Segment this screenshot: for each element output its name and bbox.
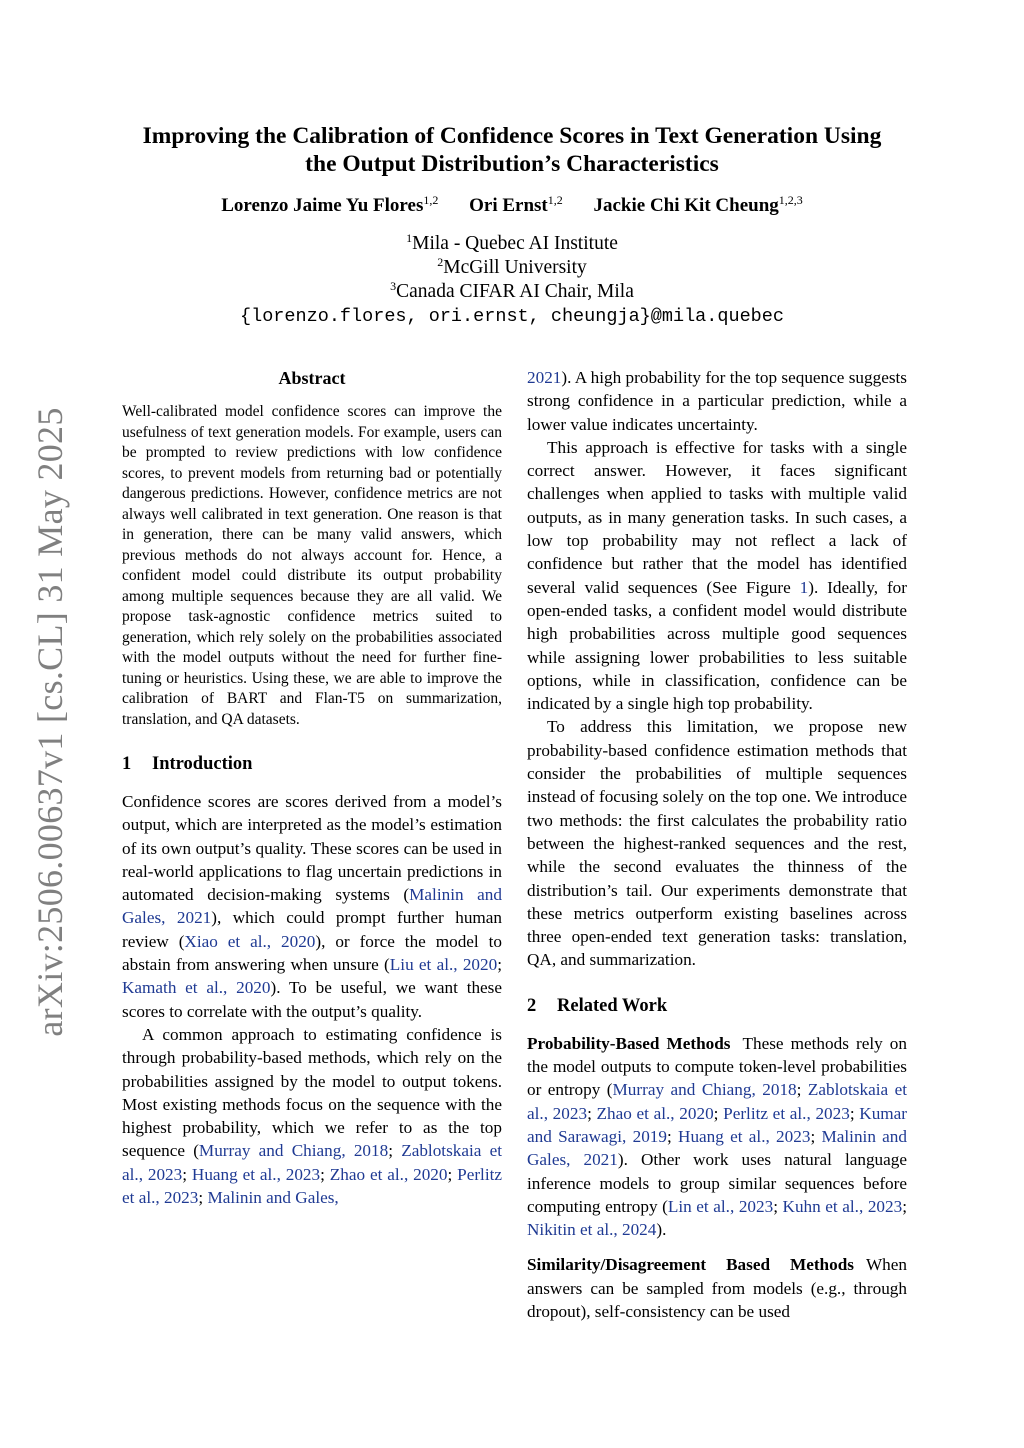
body-text: ), or force the model to abstain from answering when unsure ( xyxy=(122,931,502,975)
title-line-1: Improving the Calibration of Confidence Scores in Text Generation Using xyxy=(142,123,882,149)
intro-paragraph-1 xyxy=(122,790,502,1023)
related-paragraph-similarity xyxy=(527,1253,907,1323)
affiliation-marker: 3 xyxy=(390,279,397,293)
body-text: These methods rely on the model outputs to compute token-level probabilities or entropy ( xyxy=(527,1033,907,1100)
affiliation-2 xyxy=(112,256,912,280)
author-name: Lorenzo Jaime Yu Flores xyxy=(221,195,424,216)
citation-link[interactable]: Malinin and Gales, 2021 xyxy=(527,1126,907,1170)
body-text: This approach is effective for tasks with a single correct answer. However, it faces significant challenges when applied to tasks with multiple valid outputs, as in many generation tasks. In such cases, a low top probability may not reflect a lack of confidence but rather that the model has identified several valid sequences (See Figure xyxy=(527,437,907,597)
abstract-text: Well-calibrated model confidence scores can improve the usefulness of text generation models. For example, users can be prompted to review predictions with low confidence scores, to prevent models from returning bad or potentially dangerous predictions. However, confidence metrics are not always well calibrated in text generation. One reason is that in generation, there can be many valid answers, which previous methods do not always account for. Hence, a confident model could distribute its output probability among multiple sequences because they are all valid. We propose task-agnostic confidence metrics suited to generation, which rely solely on the probabilities associated with the model outputs without the need for further fine-tuning or heuristics. Using these, we are able to improve the calibration of BART and Flan-T5 on summarization, translation, and QA datasets. xyxy=(122,403,502,728)
right-column xyxy=(527,366,907,1323)
citation-separator: ; xyxy=(320,1164,330,1184)
author-name: Jackie Chi Kit Cheung xyxy=(593,195,779,216)
author-1 xyxy=(221,194,438,218)
paragraph-gap xyxy=(527,1241,907,1253)
left-column xyxy=(122,366,502,1209)
affiliation-list xyxy=(112,232,912,330)
affiliation-3 xyxy=(112,280,912,304)
citation-link[interactable]: Kuhn et al., 2023 xyxy=(782,1196,903,1216)
section-title: Related Work xyxy=(557,995,668,1016)
citation-link[interactable]: 2021 xyxy=(527,368,562,387)
body-text: ). Ideally, for open-ended tasks, a confident model would distribute high probabilities across multiple good sequences while assigning lower probabilities to less suitable options, while in classification, confidence can be indicated by a single high top probability. xyxy=(527,577,907,714)
author-3 xyxy=(594,194,803,218)
title-line-2: the Output Distribution’s Characteristics xyxy=(305,151,719,177)
citation-separator: ; xyxy=(198,1188,208,1208)
citation-link[interactable]: Lin et al., 2023 xyxy=(667,1196,774,1216)
citation-link[interactable]: Malinin and Gales, xyxy=(207,1188,339,1208)
citation-link[interactable]: Huang et al., 2023 xyxy=(191,1164,321,1184)
body-text: ). Other work uses natural language inference models to group similar sequences before computing entropy ( xyxy=(527,1150,907,1216)
citation-link[interactable]: Liu et al., 2020 xyxy=(389,955,498,975)
paragraph-heading: Similarity/Disagreement Based Methods xyxy=(527,1255,854,1275)
citation-separator: ; xyxy=(388,1141,402,1161)
citation-link[interactable]: Zhao et al., 2020 xyxy=(329,1164,448,1184)
citation-link[interactable]: Zablotskaia et al., 2023 xyxy=(122,1141,502,1184)
citation-separator: ; xyxy=(182,1164,192,1184)
body-text: ). To be useful, we want these scores to correlate with the output’s quality. xyxy=(122,978,503,1021)
author-affiliation-marker: 1,2 xyxy=(423,193,439,207)
figure-reference-link[interactable]: 1 xyxy=(799,577,809,597)
intro-paragraph-2 xyxy=(122,1023,502,1209)
citation-link[interactable]: Huang et al., 2023 xyxy=(678,1126,811,1146)
citation-link[interactable]: Kamath et al., 2020 xyxy=(122,978,271,998)
citation-separator: ; xyxy=(713,1103,724,1123)
citation-link[interactable]: Perlitz et al., 2023 xyxy=(122,1164,503,1208)
abstract-heading: Abstract xyxy=(278,368,346,388)
arxiv-identifier-stamp[interactable]: arXiv:2506.00637v1 [cs.CL] 31 May 2025 xyxy=(30,407,70,1037)
affiliation-name: Mila - Quebec AI Institute xyxy=(412,233,618,254)
section-heading-related-work xyxy=(527,994,907,1018)
citation-link[interactable]: Zablotskaia et al., 2023 xyxy=(527,1080,907,1123)
citation-link[interactable]: Zhao et al., 2020 xyxy=(596,1103,714,1123)
paragraph-heading: Probability-Based Methods xyxy=(527,1033,731,1053)
affiliation-marker: 1 xyxy=(406,231,413,245)
paper-header xyxy=(112,122,912,330)
affiliation-1 xyxy=(112,232,912,256)
author-affiliation-marker: 1,2 xyxy=(547,193,563,207)
intro-paragraph-4: To address this limitation, we propose new probability-based confidence estimation methods that consider the probabilities of multiple sequences instead of focusing solely on the top one. We introduce two methods: the first calculates the probability ratio between the highest-ranked sequences and the rest, while the second evaluates the thinness of the distribution’s tail. Our experiments demonstrate that these metrics outperform existing baselines across three open-ended text generation tasks: translation, QA, and summarization. xyxy=(527,717,907,970)
section-title: Introduction xyxy=(152,754,253,774)
author-emails: {lorenzo.flores, ori.ernst, cheungja}@mila.quebec xyxy=(240,306,784,327)
citation-separator: ; xyxy=(796,1080,808,1100)
intro-paragraph-3 xyxy=(527,436,907,716)
citation-link[interactable]: Murray and Chiang, 2018 xyxy=(198,1141,389,1161)
citation-separator: ; xyxy=(587,1103,597,1123)
citation-link[interactable]: Nikitin et al., 2024 xyxy=(527,1220,657,1240)
body-text: A common approach to estimating confidence is through probability-based methods, which rely on the probabilities assigned by the model to output tokens. Most existing methods focus on the sequence with the highest probability, which we refer to as the top sequence ( xyxy=(122,1024,502,1161)
affiliation-marker: 2 xyxy=(437,255,444,269)
intro-paragraph-2-continued xyxy=(527,366,907,436)
author-name: Ori Ernst xyxy=(469,195,548,216)
citation-separator: ; xyxy=(447,1164,458,1184)
section-number: 2 xyxy=(527,995,537,1016)
body-text: Confidence scores are scores derived from a model’s output, which are interpreted as the model’s estimation of its own output’s quality. These scores can be used in real-world applications to flag uncertain predictions in automated decision-making systems ( xyxy=(122,792,502,905)
citation-link[interactable]: Kumar and Sarawagi, 2019 xyxy=(527,1103,908,1146)
author-affiliation-marker: 1,2,3 xyxy=(778,193,803,207)
body-text: ), which could prompt further human review ( xyxy=(122,908,502,951)
body-text: When answers can be sampled from models (e.g., through dropout), self-consistency can be used xyxy=(527,1255,907,1321)
citation-link[interactable]: Malinin and Gales, 2021 xyxy=(122,885,502,928)
body-text: ). xyxy=(656,1220,667,1240)
section-heading-introduction xyxy=(122,752,502,776)
citation-link[interactable]: Xiao et al., 2020 xyxy=(184,931,316,951)
author-list xyxy=(112,194,912,218)
affiliation-name: Canada CIFAR AI Chair, Mila xyxy=(396,281,634,302)
citation-link[interactable]: Perlitz et al., 2023 xyxy=(723,1103,850,1123)
citation-separator: ; xyxy=(773,1196,783,1216)
citation-separator: ; xyxy=(849,1103,860,1123)
author-2 xyxy=(469,194,563,218)
citation-separator: ; xyxy=(810,1126,822,1146)
related-paragraph-probability xyxy=(527,1032,907,1242)
citation-separator: ; xyxy=(902,1196,907,1216)
citation-separator: ; xyxy=(666,1126,679,1146)
body-text: ). A high probability for the top sequence suggests strong confidence in a particular prediction, while a lower value indicates uncertainty. xyxy=(527,368,907,434)
citation-link[interactable]: Murray and Chiang, 2018 xyxy=(612,1080,797,1100)
citation-separator: ; xyxy=(497,955,502,975)
paper-title xyxy=(112,122,912,178)
section-number: 1 xyxy=(122,754,132,774)
affiliation-name: McGill University xyxy=(443,257,587,278)
